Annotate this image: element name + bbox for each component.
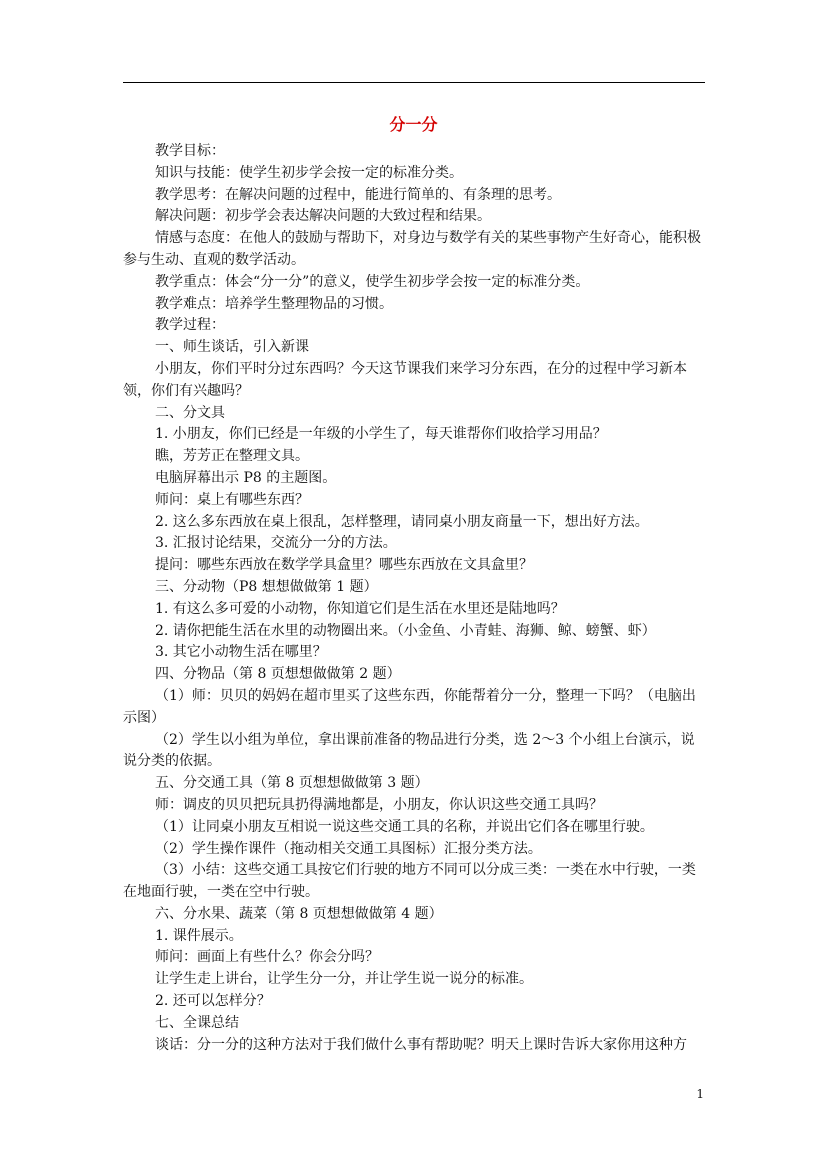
paragraph: 2. 请你把能生活在水里的动物圈出来。（小金鱼、小青蛙、海狮、鲸、螃蟹、虾） — [155, 622, 656, 639]
paragraph: （1）师：贝贝的妈妈在超市里买了这些东西，你能帮着分一分，整理一下吗？（电脑出示图） — [123, 687, 696, 726]
paragraph: 情感与态度：在他人的鼓励与帮助下，对身边与数学有关的某些事物产生好奇心，能积极参与生动、直观的数学活动。 — [123, 230, 701, 268]
paragraph: 小朋友，你们平时分过东西吗？今天这节课我们来学习分东西，在分的过程中学习新本领，你们有兴趣吗？ — [123, 360, 687, 399]
page-number: 1 — [696, 1087, 704, 1101]
paragraph: 谈话：分一分的这种方法对于我们做什么事有帮助呢？明天上课时告诉大家你用这种方 — [155, 1036, 687, 1053]
paragraph: 教学难点：培养学生整理物品的习惯。 — [155, 295, 393, 312]
paragraph: 七、全课总结 — [155, 1014, 239, 1031]
paragraph: 师：调皮的贝贝把玩具扔得满地都是，小朋友，你认识这些交通工具吗？ — [155, 796, 603, 813]
paragraph: 教学重点：体会“分一分”的意义，使学生初步学会按一定的标准分类。 — [155, 273, 590, 290]
paragraph: 师问：画面上有些什么？你会分吗？ — [155, 949, 379, 966]
paragraph: （2）学生以小组为单位，拿出课前准备的物品进行分类，选 2～3 个小组上台演示，说说分类的依据。 — [123, 731, 695, 770]
paragraph: 3. 汇报讨论结果，交流分一分的方法。 — [155, 535, 397, 552]
paragraph: 电脑屏幕出示 P8 的主题图。 — [155, 469, 337, 486]
paragraph: 知识与技能：使学生初步学会按一定的标准分类。 — [155, 164, 463, 181]
paragraph: 2. 还可以怎样分？ — [155, 993, 271, 1010]
document-body — [123, 141, 705, 1056]
paragraph: 教学过程： — [155, 317, 225, 334]
paragraph: 教学思考：在解决问题的过程中，能进行简单的、有条理的思考。 — [155, 186, 561, 203]
paragraph: 让学生走上讲台，让学生分一分，并让学生说一说分的标准。 — [155, 971, 533, 988]
paragraph: 1. 有这么多可爱的小动物，你知道它们是生活在水里还是陆地吗？ — [155, 600, 565, 617]
paragraph: 1. 课件展示。 — [155, 927, 243, 944]
paragraph: 五、分交通工具（第 8 页想想做做第 3 题） — [155, 775, 429, 792]
paragraph: 师问：桌上有哪些东西？ — [155, 491, 309, 508]
paragraph: 教学目标： — [155, 143, 225, 159]
paragraph: （3）小结：这些交通工具按它们行驶的地方不同可以分成三类：一类在水中行驶，一类在地面行驶，一类在空中行驶。 — [123, 862, 696, 901]
paragraph: 六、分水果、蔬菜（第 8 页想想做做第 4 题） — [155, 905, 443, 922]
paragraph: （1）让同桌小朋友互相说一说这些交通工具的名称，并说出它们各在哪里行驶。 — [155, 818, 654, 835]
paragraph: 提问：哪些东西放在数学学具盒里？哪些东西放在文具盒里？ — [155, 557, 533, 574]
paragraph: 瞧，芳芳正在整理文具。 — [155, 448, 309, 465]
paragraph: 一、师生谈话，引入新课 — [155, 339, 309, 356]
paragraph: 四、分物品（第 8 页想想做做第 2 题） — [155, 666, 401, 683]
document-title: 分一分 — [389, 115, 438, 134]
paragraph: 三、分动物（P8 想想做做第 1 题） — [155, 578, 378, 595]
paragraph: 1. 小朋友，你们已经是一年级的小学生了，每天谁帮你们收拾学习用品？ — [155, 426, 607, 443]
paragraph: 解决问题：初步学会表达解决问题的大致过程和结果。 — [155, 208, 491, 225]
paragraph: 二、分文具 — [155, 404, 225, 421]
header-rule — [123, 82, 705, 83]
paragraph: 2. 这么多东西放在桌上很乱，怎样整理，请同桌小朋友商量一下，想出好方法。 — [155, 513, 649, 530]
paragraph: （2）学生操作课件（拖动相关交通工具图标）汇报分类方法。 — [155, 840, 542, 857]
paragraph: 3. 其它小动物生活在哪里？ — [155, 644, 327, 661]
